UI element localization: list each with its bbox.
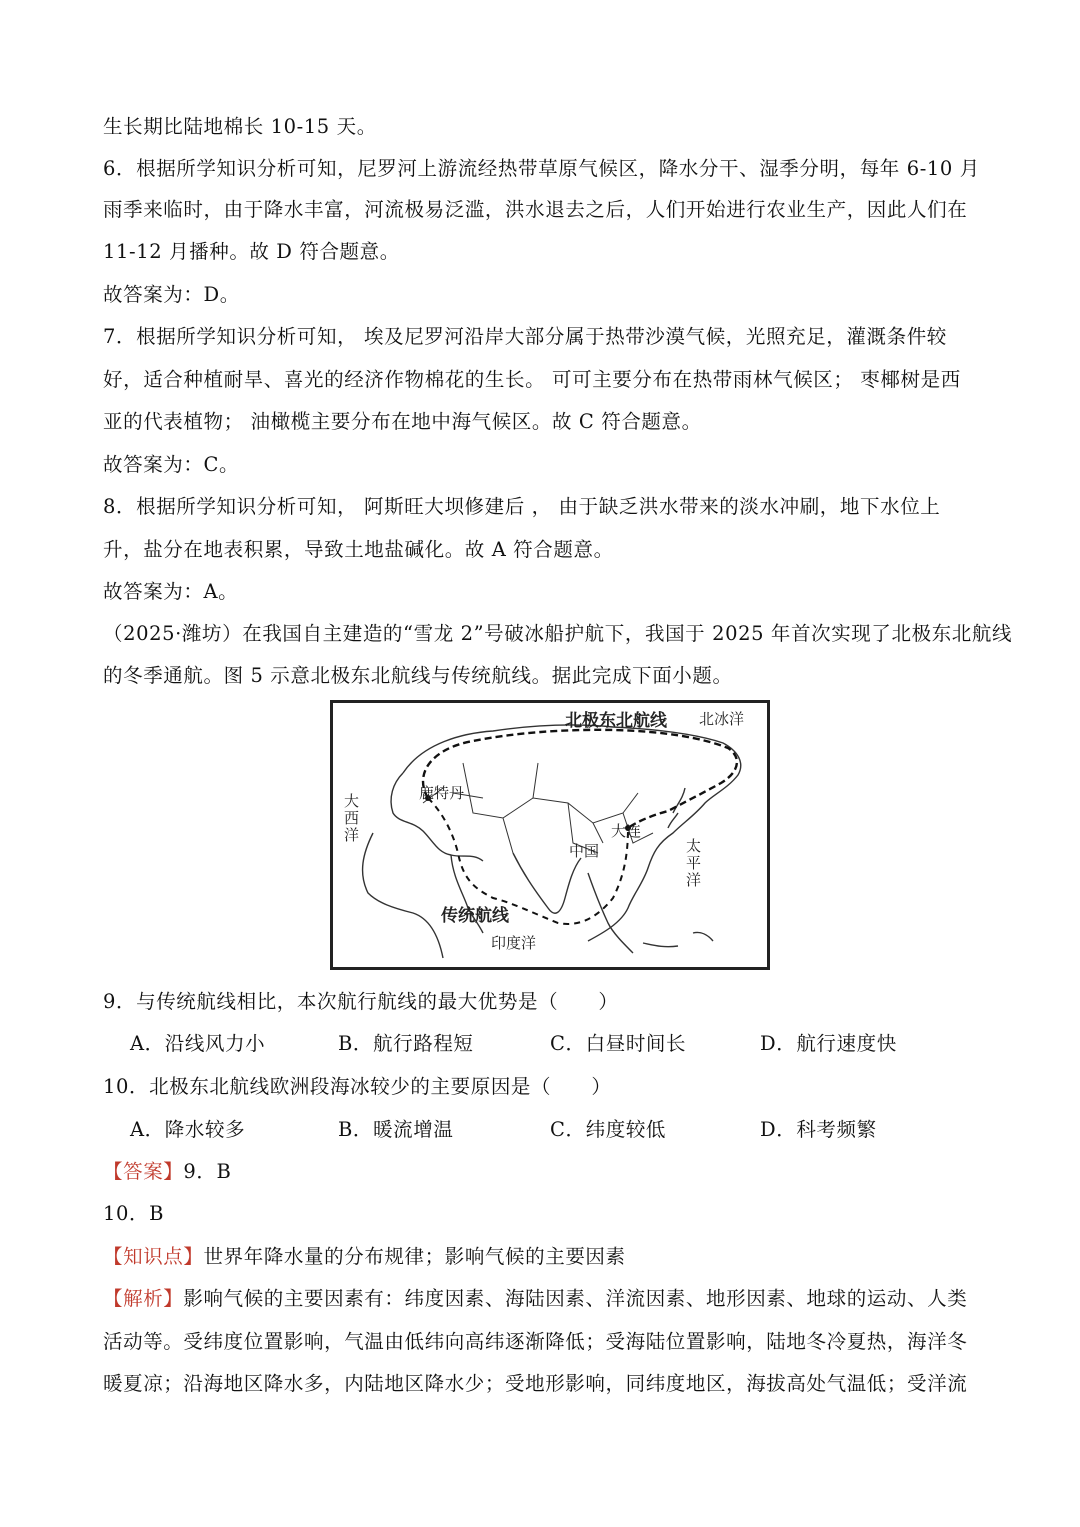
analysis-tag: 【解析】 (103, 1287, 184, 1310)
text-line: 雨季来临时，由于降水丰富，河流极易泛滥，洪水退去之后，人们开始进行农业生产，因此人们在 (103, 198, 968, 221)
text-line: 生长期比陆地棉长 10-15 天。 (103, 115, 377, 138)
analysis-text: 影响气候的主要因素有：纬度因素、海陆因素、洋流因素、地形因素、地球的运动、人类 (183, 1287, 968, 1310)
japan-islands (668, 788, 685, 828)
answer-9: 9．B (183, 1160, 232, 1183)
q10-option-a: A．降水较多 (130, 1118, 246, 1141)
q9-option-b: B．航行路程短 (338, 1032, 474, 1055)
route-trad-label: 传统航线 (441, 906, 509, 926)
seasia-coast (588, 873, 633, 953)
indonesia-islands (643, 932, 713, 946)
text-line: 6．根据所学知识分析可知，尼罗河上游流经热带草原气候区，降水分干、湿季分明，每年 6-10 月 (103, 157, 980, 180)
q10-option-c: C．纬度较低 (550, 1118, 667, 1141)
answer-line: 故答案为：A。 (103, 580, 239, 603)
q10-option-b: B．暖流增温 (338, 1118, 454, 1141)
pacific-ocean-label: 太平洋 (684, 838, 702, 889)
dalian-label: 大连 (611, 822, 642, 840)
answer-10: 10．B (103, 1202, 165, 1225)
question-intro: （2025·潍坊）在我国自主建造的“雪龙 2”号破冰船护航下，我国于 2025 年首次实现了北极东北航线 (103, 622, 1013, 645)
question-9-stem: 9．与传统航线相比，本次航行航线的最大优势是（ ） (103, 990, 619, 1013)
atlantic-ocean-label: 大西洋 (342, 793, 360, 844)
route-ne-label: 北极东北航线 (565, 711, 667, 731)
text-line: 11-12 月播种。故 D 符合题意。 (103, 240, 400, 263)
route-map-drawing (333, 703, 767, 967)
answer-line: 故答案为：D。 (103, 283, 240, 306)
knowledge-text: 世界年降水量的分布规律；影响气候的主要因素 (203, 1245, 626, 1268)
answer-tag: 【答案】 (103, 1160, 184, 1183)
q9-option-a: A．沿线风力小 (130, 1032, 266, 1055)
text-line: 8．根据所学知识分析可知， 阿斯旺大坝修建后 ， 由于缺乏洪水带来的淡水冲刷，地下水位上 (103, 495, 941, 518)
analysis-block (103, 1285, 983, 1313)
answer-block (103, 1158, 983, 1186)
text-line: 升，盐分在地表积累，导致土地盐碱化。故 A 符合题意。 (103, 538, 614, 561)
india-coast (513, 853, 581, 913)
q9-option-d: D．航行速度快 (760, 1032, 897, 1055)
china-label: 中国 (569, 842, 600, 860)
africa-coast (363, 833, 483, 958)
analysis-line: 活动等。受纬度位置影响，气温由低纬向高纬逐渐降低；受海陆位置影响，陆地冬冷夏热，海洋冬 (103, 1330, 968, 1353)
text-line: 亚的代表植物； 油橄榄主要分布在地中海气候区。故 C 符合题意。 (103, 410, 702, 433)
analysis-line: 暖夏凉；沿海地区降水多，内陆地区降水少；受地形影响，同纬度地区，海拔高处气温低；受洋流 (103, 1372, 968, 1395)
q10-option-d: D．科考频繁 (760, 1118, 877, 1141)
question-intro: 的冬季通航。图 5 示意北极东北航线与传统航线。据此完成下面小题。 (103, 664, 733, 687)
northeast-route-line (423, 730, 737, 828)
text-line: 7．根据所学知识分析可知， 埃及尼罗河沿岸大部分属于热带沙漠气候，光照充足，灌溉条件较 (103, 325, 947, 348)
text-line: 好，适合种植耐旱、喜光的经济作物棉花的生长。 可可主要分布在热带雨林气候区； 枣椰树是西 (103, 368, 961, 391)
knowledge-block (103, 1243, 983, 1271)
q9-option-c: C．白昼时间长 (550, 1032, 687, 1055)
question-10-stem: 10．北极东北航线欧洲段海冰较少的主要原因是（ ） (103, 1075, 612, 1098)
indian-ocean-label: 印度洋 (491, 934, 537, 952)
arctic-ocean-label: 北冰洋 (699, 710, 745, 728)
route-map-figure (330, 700, 770, 970)
knowledge-tag: 【知识点】 (103, 1245, 204, 1268)
answer-line: 故答案为：C。 (103, 453, 240, 476)
rotterdam-label: 鹿特丹 (419, 784, 465, 802)
